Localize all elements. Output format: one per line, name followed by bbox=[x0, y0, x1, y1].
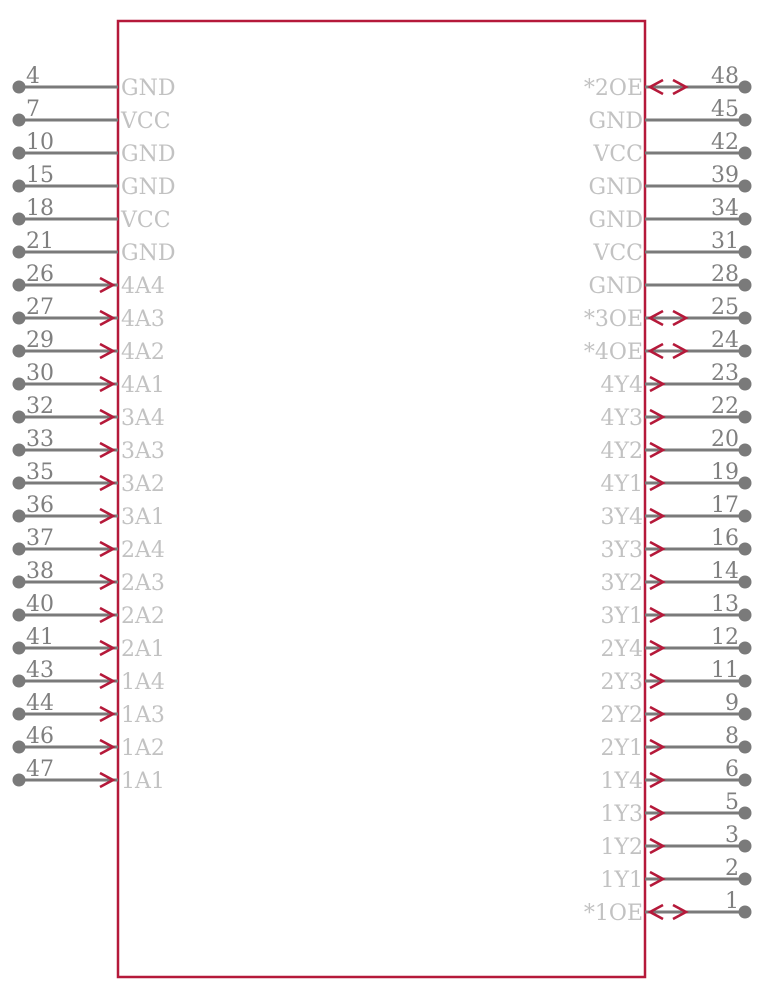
pin-name: 1A1 bbox=[121, 769, 165, 794]
pin-number: 13 bbox=[711, 592, 739, 617]
pin-name: 1A3 bbox=[121, 703, 165, 728]
pin-number: 1 bbox=[725, 889, 739, 914]
pin-number: 26 bbox=[26, 262, 54, 287]
pin bbox=[600, 691, 751, 728]
pin-name: 2A4 bbox=[121, 538, 165, 563]
pin bbox=[589, 196, 752, 233]
pin-dot bbox=[739, 774, 752, 787]
pin-dot bbox=[13, 444, 26, 457]
pin-name: 4A2 bbox=[121, 340, 165, 365]
component-body bbox=[118, 21, 645, 977]
pin-dot bbox=[739, 180, 752, 193]
pin-name: 3A4 bbox=[121, 406, 165, 431]
pin bbox=[600, 493, 751, 530]
pin-number: 22 bbox=[711, 394, 739, 419]
pin-dot bbox=[739, 708, 752, 721]
pin bbox=[13, 295, 165, 332]
pin-dot bbox=[739, 741, 752, 754]
pin-dot bbox=[13, 180, 26, 193]
pin bbox=[584, 328, 752, 365]
left-pin-group bbox=[13, 64, 176, 794]
pin-name: 4Y2 bbox=[600, 439, 643, 464]
pin bbox=[600, 658, 751, 695]
pin-name: *3OE bbox=[583, 307, 643, 332]
pin-number: 38 bbox=[26, 559, 54, 584]
pin-name: 3Y1 bbox=[600, 604, 643, 629]
pin-name: 4Y4 bbox=[600, 373, 643, 398]
pin bbox=[13, 328, 165, 365]
pin-dot bbox=[739, 906, 752, 919]
pin bbox=[600, 757, 751, 794]
pin-number: 10 bbox=[26, 130, 54, 155]
pin-number: 47 bbox=[26, 757, 54, 782]
pin-number: 33 bbox=[26, 427, 54, 452]
right-pin-group bbox=[584, 64, 752, 926]
pin-dot bbox=[739, 543, 752, 556]
pin-dot bbox=[739, 147, 752, 160]
pin-dot bbox=[13, 246, 26, 259]
pin-dot bbox=[739, 279, 752, 292]
pin bbox=[600, 790, 751, 827]
pin-number: 40 bbox=[26, 592, 54, 617]
pin-number: 12 bbox=[711, 625, 739, 650]
pin-name: *4OE bbox=[583, 340, 643, 365]
pin-number: 19 bbox=[711, 460, 739, 485]
pin-dot bbox=[13, 477, 26, 490]
pin-name: VCC bbox=[593, 142, 643, 167]
pin-number: 6 bbox=[725, 757, 739, 782]
pin-dot bbox=[13, 114, 26, 127]
pin-name: GND bbox=[588, 109, 643, 134]
pin-dot bbox=[739, 246, 752, 259]
pin bbox=[600, 526, 751, 563]
pin-dot bbox=[13, 411, 26, 424]
pin bbox=[584, 295, 752, 332]
pin bbox=[13, 493, 165, 530]
pin-dot bbox=[739, 213, 752, 226]
pin-name: 2Y3 bbox=[600, 670, 643, 695]
pin-number: 15 bbox=[26, 163, 54, 188]
pin bbox=[13, 196, 171, 233]
pin bbox=[600, 625, 751, 662]
pin bbox=[600, 394, 751, 431]
pin-dot bbox=[739, 477, 752, 490]
pin-name: 4A4 bbox=[121, 274, 165, 299]
pin bbox=[592, 130, 751, 167]
pin-number: 9 bbox=[725, 691, 739, 716]
pin-name: VCC bbox=[121, 208, 171, 233]
pin-name: 1Y1 bbox=[600, 868, 643, 893]
pin-name: 1Y4 bbox=[600, 769, 643, 794]
pin-number: 39 bbox=[711, 163, 739, 188]
pin-number: 36 bbox=[26, 493, 54, 518]
pin-dot bbox=[13, 675, 26, 688]
pin-dot bbox=[13, 213, 26, 226]
pin-name: 3A1 bbox=[121, 505, 165, 530]
pin-number: 43 bbox=[26, 658, 54, 683]
pin bbox=[13, 64, 176, 101]
pin-number: 48 bbox=[711, 64, 739, 89]
pin-dot bbox=[13, 312, 26, 325]
pin-number: 24 bbox=[711, 328, 739, 353]
pin-dot bbox=[13, 147, 26, 160]
pin-name: GND bbox=[588, 208, 643, 233]
pin bbox=[13, 757, 165, 794]
pin bbox=[600, 427, 751, 464]
pin bbox=[13, 97, 171, 134]
pin-name: 2A2 bbox=[121, 604, 165, 629]
pin-number: 31 bbox=[711, 229, 739, 254]
pin-name: 3Y2 bbox=[600, 571, 643, 596]
pin bbox=[13, 460, 165, 497]
pin-dot bbox=[739, 510, 752, 523]
pin bbox=[13, 394, 165, 431]
pin-number: 34 bbox=[711, 196, 739, 221]
pin bbox=[589, 97, 752, 134]
pin-number: 20 bbox=[711, 427, 739, 452]
pin-name: 3A2 bbox=[121, 472, 165, 497]
pin-name: GND bbox=[588, 274, 643, 299]
pin-name: 1Y2 bbox=[600, 835, 643, 860]
pin-number: 21 bbox=[26, 229, 54, 254]
pin-number: 7 bbox=[26, 97, 40, 122]
pin-dot bbox=[739, 642, 752, 655]
pin-number: 17 bbox=[711, 493, 739, 518]
pin-dot bbox=[13, 543, 26, 556]
pin-name: *2OE bbox=[583, 76, 643, 101]
pin-dot bbox=[13, 642, 26, 655]
pin-name: GND bbox=[121, 142, 176, 167]
pin-number: 35 bbox=[26, 460, 54, 485]
pin bbox=[600, 823, 751, 860]
pin-number: 27 bbox=[26, 295, 54, 320]
pin-name: 4Y3 bbox=[600, 406, 643, 431]
pin-dot bbox=[13, 774, 26, 787]
pin-dot bbox=[13, 741, 26, 754]
pin-number: 32 bbox=[26, 394, 54, 419]
pin bbox=[13, 526, 165, 563]
pin bbox=[13, 229, 176, 266]
pin-dot bbox=[739, 576, 752, 589]
pin-name: 3A3 bbox=[121, 439, 165, 464]
pin bbox=[592, 229, 751, 266]
pin bbox=[589, 262, 752, 299]
pin bbox=[600, 724, 751, 761]
pin-dot bbox=[13, 510, 26, 523]
pin-number: 3 bbox=[725, 823, 739, 848]
pin-dot bbox=[739, 675, 752, 688]
pin bbox=[600, 559, 751, 596]
pin-dot bbox=[739, 114, 752, 127]
pin bbox=[13, 361, 165, 398]
pin-name: VCC bbox=[593, 241, 643, 266]
pin-name: 2A3 bbox=[121, 571, 165, 596]
pin-number: 28 bbox=[711, 262, 739, 287]
pin bbox=[13, 559, 165, 596]
pin-name: 2Y1 bbox=[600, 736, 643, 761]
pin-dot bbox=[739, 411, 752, 424]
pin-number: 42 bbox=[711, 130, 739, 155]
pin bbox=[13, 691, 165, 728]
pin-dot bbox=[13, 279, 26, 292]
pin-name: GND bbox=[121, 175, 176, 200]
pin-name: *1OE bbox=[583, 901, 643, 926]
pin-dot bbox=[739, 312, 752, 325]
pin-number: 14 bbox=[711, 559, 739, 584]
pin bbox=[13, 163, 176, 200]
pin-name: 2Y2 bbox=[600, 703, 643, 728]
pin-number: 45 bbox=[711, 97, 739, 122]
pin bbox=[589, 163, 752, 200]
pin bbox=[13, 130, 176, 167]
pin-name: 1A2 bbox=[121, 736, 165, 761]
pin-dot bbox=[13, 81, 26, 94]
pin-name: 2A1 bbox=[121, 637, 165, 662]
pin bbox=[600, 361, 751, 398]
pin bbox=[13, 724, 165, 761]
pin-number: 5 bbox=[725, 790, 739, 815]
pin-name: 1A4 bbox=[121, 670, 165, 695]
pin-dot bbox=[739, 840, 752, 853]
pin-name: GND bbox=[588, 175, 643, 200]
pin-name: GND bbox=[121, 76, 176, 101]
pin-name: 3Y4 bbox=[600, 505, 643, 530]
pin bbox=[600, 856, 751, 893]
pin bbox=[13, 592, 165, 629]
pin-number: 4 bbox=[26, 64, 40, 89]
pin-number: 44 bbox=[26, 691, 54, 716]
pin bbox=[584, 889, 752, 926]
pin-name: 4A1 bbox=[121, 373, 165, 398]
pin-number: 29 bbox=[26, 328, 54, 353]
pin bbox=[600, 460, 751, 497]
pin-dot bbox=[739, 378, 752, 391]
pin-dot bbox=[739, 807, 752, 820]
pin bbox=[584, 64, 752, 101]
pin-name: VCC bbox=[121, 109, 171, 134]
pin-number: 16 bbox=[711, 526, 739, 551]
pin-number: 23 bbox=[711, 361, 739, 386]
pin bbox=[600, 592, 751, 629]
pin bbox=[13, 262, 165, 299]
pin-name: 4A3 bbox=[121, 307, 165, 332]
pin-dot bbox=[13, 378, 26, 391]
pin-number: 11 bbox=[711, 658, 739, 683]
pin-name: GND bbox=[121, 241, 176, 266]
pin-name: 3Y3 bbox=[600, 538, 643, 563]
pin bbox=[13, 658, 165, 695]
pin-dot bbox=[739, 609, 752, 622]
pin-number: 18 bbox=[26, 196, 54, 221]
pin-name: 1Y3 bbox=[600, 802, 643, 827]
pin-number: 41 bbox=[26, 625, 54, 650]
pin-dot bbox=[739, 873, 752, 886]
pin-number: 2 bbox=[725, 856, 739, 881]
pin-dot bbox=[13, 345, 26, 358]
pin-number: 37 bbox=[26, 526, 54, 551]
pin-dot bbox=[739, 81, 752, 94]
pin-dot bbox=[13, 576, 26, 589]
pin bbox=[13, 427, 165, 464]
pin-number: 25 bbox=[711, 295, 739, 320]
pin-number: 46 bbox=[26, 724, 54, 749]
pin-dot bbox=[739, 444, 752, 457]
pin bbox=[13, 625, 165, 662]
pin-name: 4Y1 bbox=[600, 472, 643, 497]
pin-dot bbox=[739, 345, 752, 358]
pin-number: 8 bbox=[725, 724, 739, 749]
pin-number: 30 bbox=[26, 361, 54, 386]
pin-name: 2Y4 bbox=[600, 637, 643, 662]
pin-dot bbox=[13, 708, 26, 721]
pin-dot bbox=[13, 609, 26, 622]
